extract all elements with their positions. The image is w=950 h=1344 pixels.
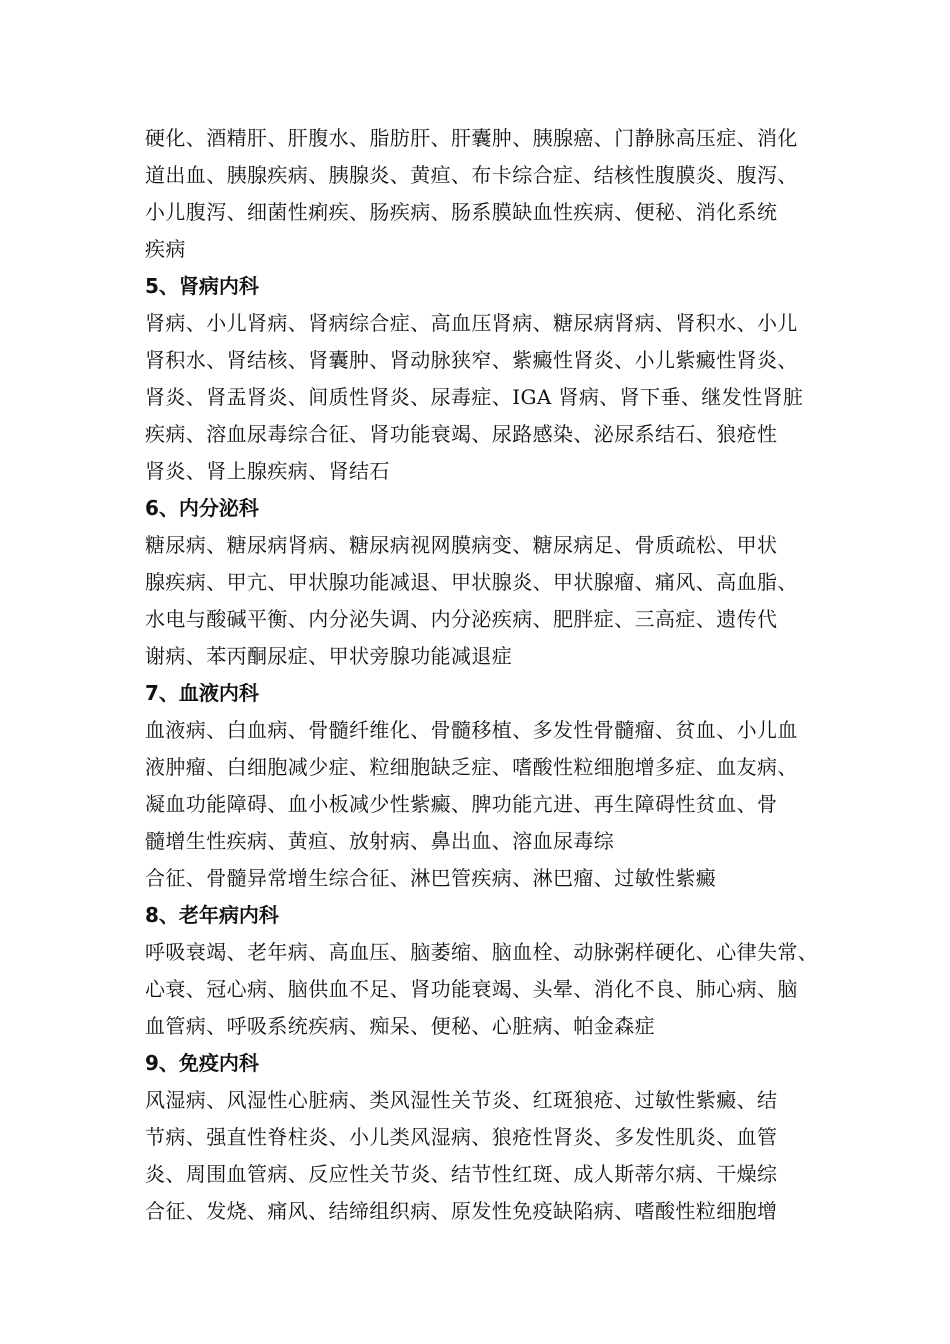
text-line: 肾炎、肾盂肾炎、间质性肾炎、尿毒症、IGA 肾病、肾下垂、继发性肾脏 bbox=[145, 385, 804, 409]
text-line: 血液病、白血病、骨髓纤维化、骨髓移植、多发性骨髓瘤、贫血、小儿血 bbox=[145, 718, 798, 742]
section-geriatrics bbox=[145, 897, 835, 1045]
text-line: 呼吸衰竭、老年病、高血压、脑萎缩、脑血栓、动脉粥样硬化、心律失常、 bbox=[145, 940, 819, 964]
text-line: 小儿腹泻、细菌性痢疾、肠疾病、肠系膜缺血性疾病、便秘、消化系统 bbox=[145, 200, 778, 224]
text-line: 腺疾病、甲亢、甲状腺功能减退、甲状腺炎、甲状腺瘤、痛风、高血脂、 bbox=[145, 570, 798, 594]
text-line: 疾病、溶血尿毒综合征、肾功能衰竭、尿路感染、泌尿系结石、狼疮性 bbox=[145, 422, 778, 446]
text-line: 血管病、呼吸系统疾病、痴呆、便秘、心脏病、帕金森症 bbox=[145, 1014, 655, 1038]
text-line: 水电与酸碱平衡、内分泌失调、内分泌疾病、肥胖症、三高症、遗传代 bbox=[145, 607, 778, 631]
text-line: 肾炎、肾上腺疾病、肾结石 bbox=[145, 459, 390, 483]
document-body bbox=[145, 120, 835, 1230]
text-line: 肾积水、肾结核、肾囊肿、肾动脉狭窄、紫癜性肾炎、小儿紫癜性肾炎、 bbox=[145, 348, 798, 372]
text-line: 疾病 bbox=[145, 237, 186, 261]
text-line: 肾病、小儿肾病、肾病综合症、高血压肾病、糖尿病肾病、肾积水、小儿 bbox=[145, 311, 798, 335]
text-line: 硬化、酒精肝、肝腹水、脂肪肝、肝囊肿、胰腺癌、门静脉高压症、消化 bbox=[145, 126, 798, 150]
section-heading: 7、血液内科 bbox=[145, 681, 259, 705]
section-heading: 9、免疫内科 bbox=[145, 1051, 259, 1075]
intro-paragraph bbox=[145, 120, 835, 268]
text-line: 合征、骨髓异常增生综合征、淋巴管疾病、淋巴瘤、过敏性紫癜 bbox=[145, 866, 717, 890]
text-line: 心衰、冠心病、脑供血不足、肾功能衰竭、头晕、消化不良、肺心病、脑 bbox=[145, 977, 798, 1001]
text-line: 糖尿病、糖尿病肾病、糖尿病视网膜病变、糖尿病足、骨质疏松、甲状 bbox=[145, 533, 778, 557]
text-line: 液肿瘤、白细胞减少症、粒细胞缺乏症、嗜酸性粒细胞增多症、血友病、 bbox=[145, 755, 798, 779]
section-endocrinology bbox=[145, 490, 835, 675]
text-line: 风湿病、风湿性心脏病、类风湿性关节炎、红斑狼疮、过敏性紫癜、结 bbox=[145, 1088, 778, 1112]
text-line: 髓增生性疾病、黄疸、放射病、鼻出血、溶血尿毒综 bbox=[145, 829, 615, 853]
text-line: 节病、强直性脊柱炎、小儿类风湿病、狼疮性肾炎、多发性肌炎、血管 bbox=[145, 1125, 778, 1149]
text-line: 凝血功能障碍、血小板减少性紫癜、脾功能亢进、再生障碍性贫血、骨 bbox=[145, 792, 778, 816]
section-heading: 8、老年病内科 bbox=[145, 903, 279, 927]
section-heading: 5、肾病内科 bbox=[145, 274, 259, 298]
text-line: 谢病、苯丙酮尿症、甲状旁腺功能减退症 bbox=[145, 644, 513, 668]
text-line: 道出血、胰腺疾病、胰腺炎、黄疸、布卡综合症、结核性腹膜炎、腹泻、 bbox=[145, 163, 798, 187]
text-line: 合征、发烧、痛风、结缔组织病、原发性免疫缺陷病、嗜酸性粒细胞增 bbox=[145, 1199, 778, 1223]
section-heading: 6、内分泌科 bbox=[145, 496, 259, 520]
text-line: 炎、周围血管病、反应性关节炎、结节性红斑、成人斯蒂尔病、干燥综 bbox=[145, 1162, 778, 1186]
section-hematology bbox=[145, 675, 835, 897]
section-nephrology bbox=[145, 268, 835, 490]
section-immunology bbox=[145, 1045, 835, 1230]
